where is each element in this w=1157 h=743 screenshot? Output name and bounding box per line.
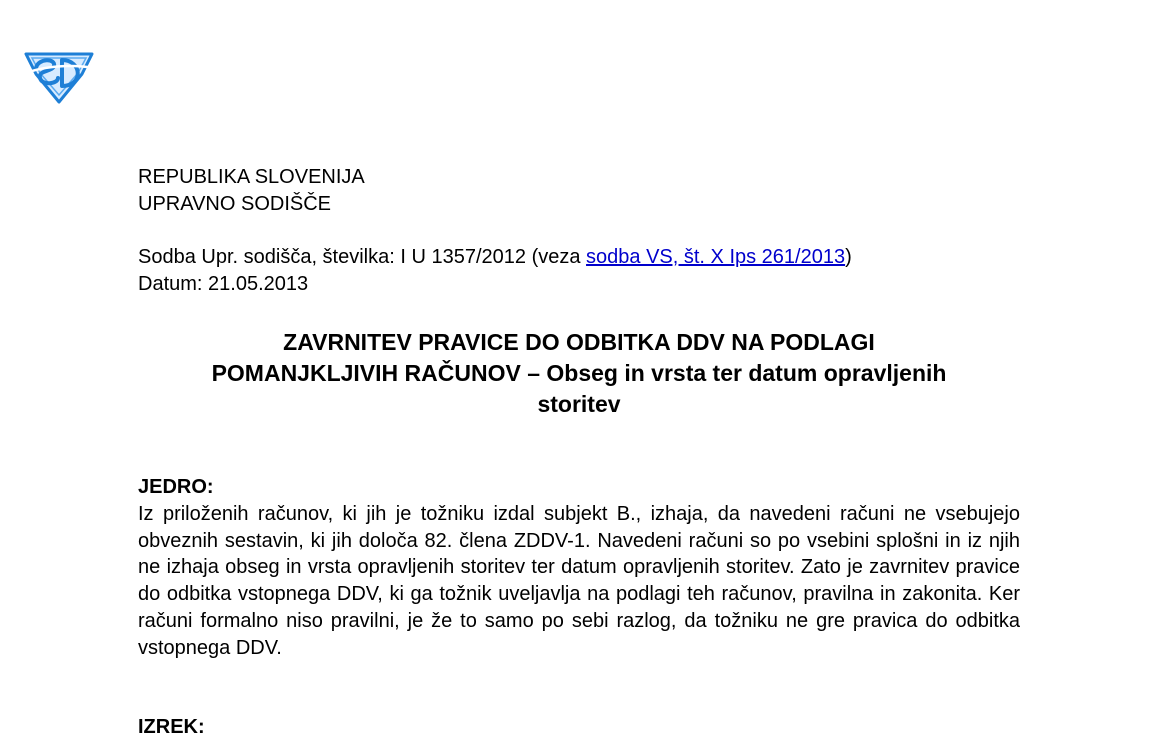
document-title xyxy=(138,327,1020,420)
title-line-1: ZAVRNITEV PRAVICE DO ODBITKA DDV NA PODLAGI xyxy=(283,329,875,355)
case-reference xyxy=(138,244,852,271)
case-suffix: ) xyxy=(845,246,852,268)
jedro-paragraph: Iz priloženih računov, ki jih je tožniku izdal subjekt B., izhaja, da navedeni računi ne vsebujejo obveznih sestavin, ki jih določa 82. člena ZDDV-1. Navedeni računi so po vsebini splošni in iz njih ne izhaja obseg in vrsta opravljenih storitev ter datum opravljenih storitev. Zato je zavrnitev pravice do odbitka vstopnega DDV, ki ga tožnik uveljavlja na podlagi teh računov, pravilna in zakonita. Ker računi formalno niso pravilni, je že to samo po sebi razlog, da tožniku ne gre pravica do odbitka vstopnega DDV. xyxy=(138,503,1020,659)
decision-date: Datum: 21.05.2013 xyxy=(138,273,309,295)
title-line-2: POMANJKLJIVIH RAČUNOV – Obseg in vrsta ter datum opravljenih xyxy=(211,360,947,386)
jedro-heading: JEDRO: xyxy=(138,476,214,498)
court-name: UPRAVNO SODIŠČE xyxy=(138,193,331,215)
izrek-heading: IZREK: xyxy=(138,716,205,738)
title-line-3: storitev xyxy=(537,391,621,417)
supreme-court-link[interactable]: sodba VS, št. X Ips 261/2013 xyxy=(586,246,846,268)
case-number: Sodba Upr. sodišča, številka: I U 1357/2012 (veza xyxy=(138,246,587,268)
republic-name: REPUBLIKA SLOVENIJA xyxy=(138,166,365,188)
vs-shield-logo-icon xyxy=(22,48,96,104)
